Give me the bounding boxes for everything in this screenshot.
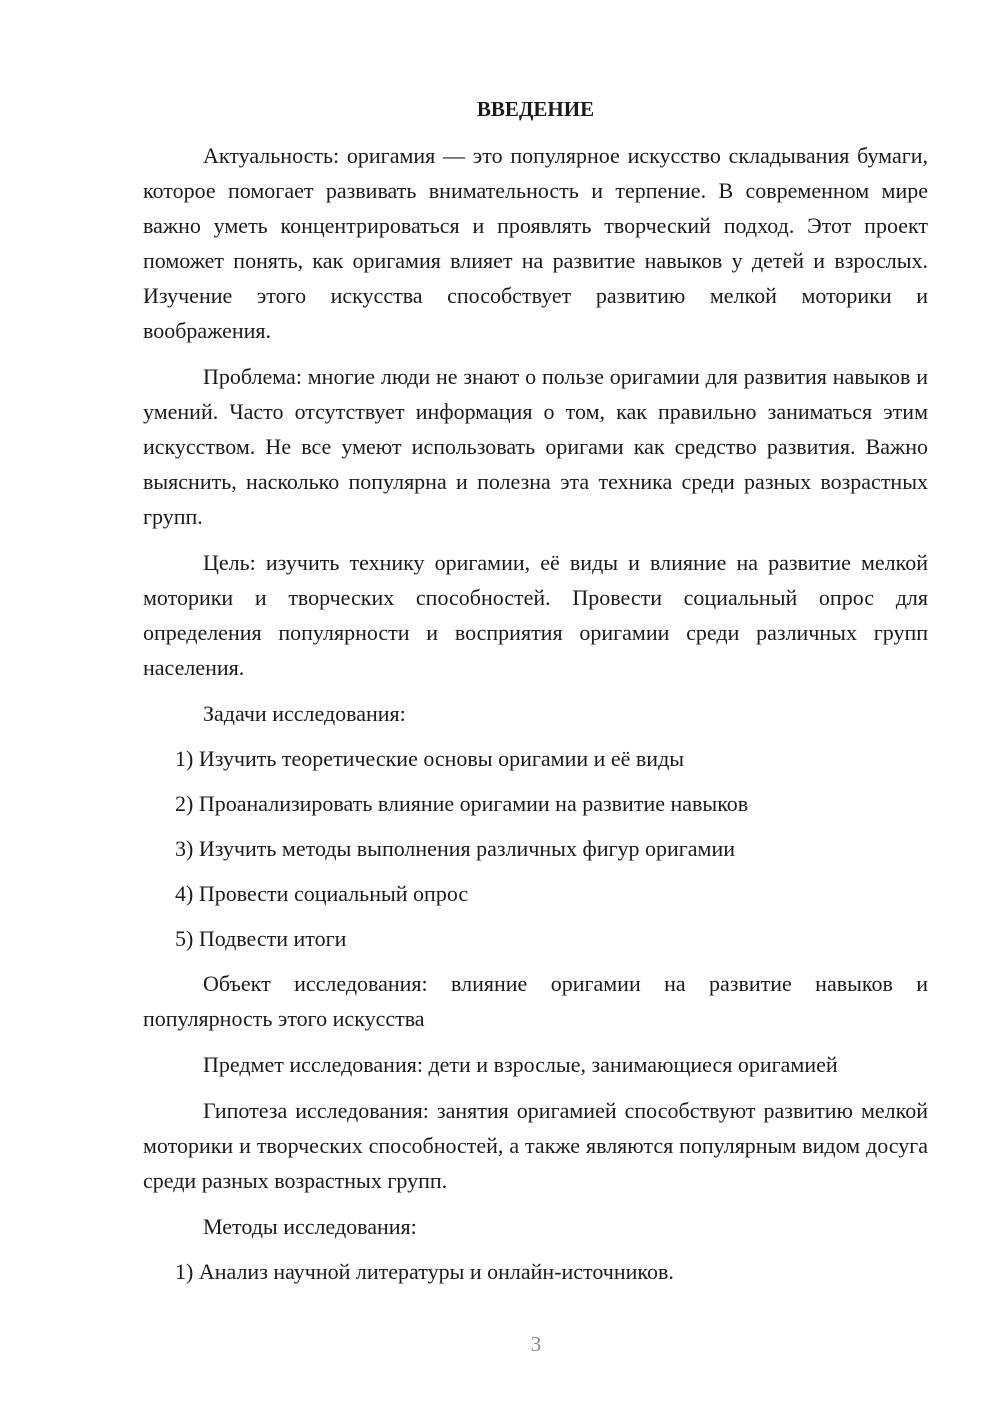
tasks-list — [143, 741, 928, 956]
problem-paragraph: Проблема: многие люди не знают о пользе оригамии для развития навыков и умений. Часто отсутствует информация о том, как правильно заниматься этим искусством. Не все умеют использовать оригами как средство развития. Важно выяснить, насколько популярна и полезна эта техника среди разных возрастных групп. — [143, 364, 928, 529]
relevance-paragraph: Актуальность: оригамия — это популярное искусство складывания бумаги, которое помогает развивать внимательность и терпение. В современном мире важно уметь концентрироваться и проявлять творческий подход. Этот проект поможет понять, как оригамия влияет на развитие навыков у детей и взрослых. Изучение этого искусства способствует развитию мелкой моторики и воображения. — [143, 143, 928, 343]
hypothesis-paragraph: Гипотеза исследования: занятия оригамией способствуют развитию мелкой моторики и творческих способностей, а также являются популярным видом досуга среди разных возрастных групп. — [143, 1098, 928, 1193]
object-paragraph: Объект исследования: влияние оригамии на развитие навыков и популярность этого искусства — [143, 971, 928, 1031]
task-item-1: 1) Изучить теоретические основы оригамии и её виды — [175, 746, 685, 771]
method-item-1: 1) Анализ научной литературы и онлайн-источников. — [175, 1259, 674, 1284]
task-item-5: 5) Подвести итоги — [175, 926, 347, 951]
goal-paragraph: Цель: изучить технику оригамии, её виды и влияние на развитие мелкой моторики и творческих способностей. Провести социальный опрос для определения популярности и восприятия оригамии среди различных групп населения. — [143, 550, 928, 680]
methods-list — [143, 1254, 928, 1289]
page-content — [143, 92, 928, 1299]
tasks-heading: Задачи исследования: — [203, 701, 406, 726]
page-title: ВВЕДЕНИЕ — [476, 97, 595, 121]
subject-paragraph: Предмет исследования: дети и взрослые, занимающиеся оригамией — [203, 1052, 838, 1077]
task-item-3: 3) Изучить методы выполнения различных фигур оригамии — [175, 836, 736, 861]
page-number: 3 — [530, 1332, 542, 1356]
task-item-4: 4) Провести социальный опрос — [175, 881, 469, 906]
task-item-2: 2) Проанализировать влияние оригамии на развитие навыков — [175, 791, 749, 816]
methods-heading: Методы исследования: — [203, 1214, 417, 1239]
